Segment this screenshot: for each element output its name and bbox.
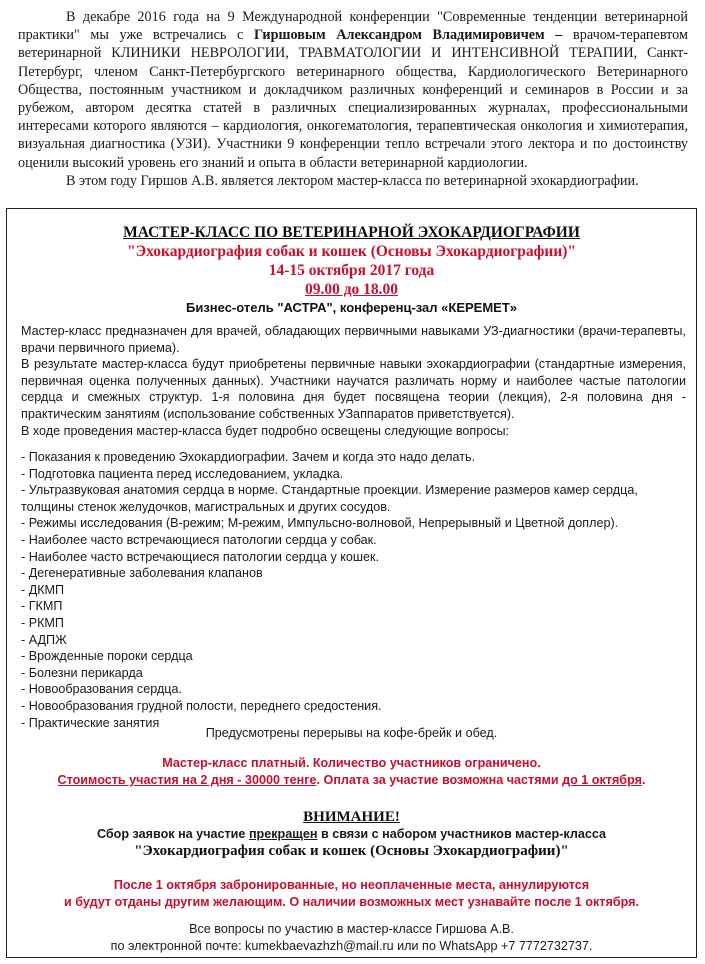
notice-red-1: После 1 октября забронированные, но неоплаченные места, аннулируются: [113, 878, 590, 892]
list-item: - Новообразования грудной полости, переднего средостения.: [21, 698, 382, 713]
list-item: - АДПЖ: [21, 632, 67, 647]
list-item: - ГКМП: [21, 599, 63, 614]
notice-title: ВНИМАНИЕ!: [303, 809, 400, 825]
list-item: - ДКМП: [21, 582, 65, 597]
notice-line-b: в связи с набором участников мастер-класса: [317, 827, 607, 841]
notice-stopped: прекращен: [248, 827, 318, 841]
intro-paragraph-1: [18, 8, 688, 172]
payment-line-2: [7, 772, 696, 789]
notice-line-a: Сбор заявок на участие: [96, 827, 249, 841]
list-item: - Новообразования сердца.: [21, 682, 183, 697]
description-p2: В результате мастер-класса будут приобретены первичные навыки эхокардиографии (стандартные измерения, первичная оценка полученных данных). Участники научатся различать норму и наиболее частые патологии сердца и смежных структур. 1-я половина дня будет посвящена теории (лекция), 2-я половина дня - практическим занятиям (использование собственных УЗаппаратов приветствуется).: [21, 357, 686, 421]
contacts-line-1: Все вопросы по участию в мастер-классе Гиршова А.В.: [189, 922, 514, 936]
contacts-section: [7, 921, 696, 955]
masterclass-venue: Бизнес-отель "АСТРА", конференц-зал «КЕРЕМЕТ»: [185, 300, 518, 315]
notice-section: [7, 809, 696, 860]
payment-end: .: [641, 773, 646, 787]
lecturer-name: Гиршовым Александром Владимировичем –: [253, 27, 563, 44]
payment-deadline: до 1 октября: [562, 773, 642, 787]
intro-paragraph-2: В этом году Гиршов А.В. является лектором мастер-класса по ветеринарной эхокардиографии.: [66, 172, 639, 189]
payment-mid: . Оплата за участие возможна частями: [316, 773, 563, 787]
breaks-note: Предусмотрены перерывы на кофе-брейк и обед.: [205, 726, 498, 740]
payment-line-1: Мастер-класс платный. Количество участников ограничено.: [162, 756, 541, 770]
masterclass-subtitle: "Эхокардиография собак и кошек (Основы Эхокардиографии)": [126, 243, 577, 260]
topics-list: [21, 449, 686, 731]
list-item: - Ультразвуковая анатомия сердца в норме. Стандартные проекции. Измерение размеров камер сердца, толщины стенок желудочков, магистральных и других сосудов.: [21, 483, 638, 514]
masterclass-title: МАСТЕР-КЛАСС ПО ВЕТЕРИНАРНОЙ ЭХОКАРДИОГРАФИИ: [123, 224, 580, 241]
payment-cost: Стоимость участия на 2 дня - 30000 тенге: [57, 773, 317, 787]
masterclass-header: [7, 223, 696, 317]
list-item: - Режимы исследования (В-режим; М-режим, Импульсно-волновой, Непрерывный и Цветной доплер).: [21, 516, 619, 531]
notice-line: [7, 826, 696, 843]
list-item: - Болезни перикарда: [21, 665, 143, 680]
masterclass-dates: 14-15 октября 2017 года: [268, 262, 435, 279]
list-item: - Дегенеративные заболевания клапанов: [21, 566, 263, 581]
description: [21, 323, 686, 439]
payment-section: [7, 755, 696, 789]
list-item: - Практические занятия: [21, 715, 160, 730]
intro-section: [18, 8, 688, 190]
intro-text-a: В декабре 2016 года на 9 Международной конференции "Современные тенденции ветеринарной практики" мы уже встречались с: [18, 9, 688, 44]
contacts-line-2: по электронной почте: kumekbaevazhzh@mail.ru или по WhatsApp +7 7772732737.: [110, 939, 593, 953]
list-item: - РКМП: [21, 615, 64, 630]
description-p3: В ходе проведения мастер-класса будет подробно освещены следующие вопросы:: [21, 423, 510, 438]
list-item: - Наиболее часто встречающиеся патологии сердца у кошек.: [21, 549, 380, 564]
masterclass-box: [6, 208, 697, 958]
description-p1: Мастер-класс предназначен для врачей, обладающих первичными навыками УЗ-диагностики (врачи-терапевты, врачи первичного приема).: [21, 324, 686, 355]
notice-red-2: и будут отданы другим желающим. О наличии возможных мест узнавайте после 1 октября.: [64, 895, 639, 909]
notice-warning: [7, 877, 696, 911]
notice-course: "Эхокардиография собак и кошек (Основы Эхокардиографии)": [134, 843, 569, 859]
list-item: - Подготовка пациента перед исследованием, укладка.: [21, 466, 344, 481]
list-item: - Показания к проведению Эхокардиографии. Зачем и когда это надо делать.: [21, 450, 476, 464]
list-item: - Наиболее часто встречающиеся патологии сердца у собак.: [21, 532, 377, 547]
masterclass-time: 09.00 до 18.00: [304, 281, 399, 298]
list-item: - Врожденные пороки сердца: [21, 649, 193, 664]
intro-text-b: врачом-терапевтом ветеринарной КЛИНИКИ НЕВРОЛОГИИ, ТРАВМАТОЛОГИИ И ИНТЕНСИВНОЙ ТЕРАПИИ, Санкт-Петербург, членом Санкт-Петербургского ветеринарного общества, Кардиологического Ветеринарного Общества, постоянным участником и докладчиком различных конференций и семинаров в России и за рубежом, автором десятка статей в различных специализированных журналах, профессиональными интересами которого являются – кардиология, онкогематология, терапевтическая онкология и химиотерапия, визуальная диагностика (УЗИ). Участники 9 конференции тепло встречали этого лектора и по достоинству оценили высокий уровень его знаний и опыта в области ветеринарной кардиологии.: [18, 27, 688, 171]
